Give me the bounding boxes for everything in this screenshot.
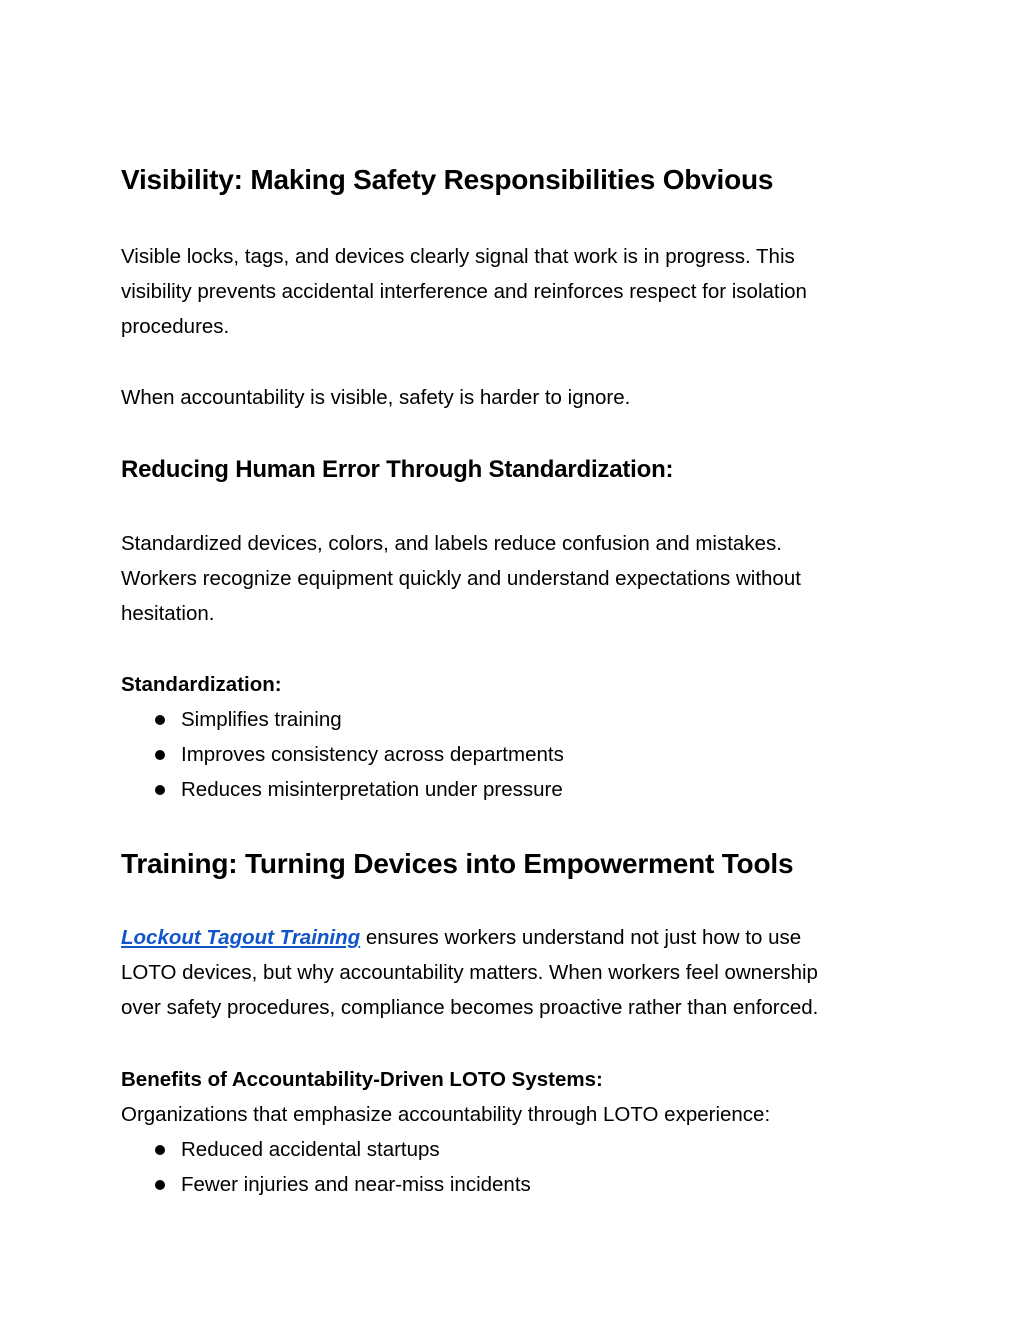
list-item xyxy=(121,737,564,772)
list-item xyxy=(121,772,564,807)
list-standardization xyxy=(121,702,564,807)
list-item xyxy=(121,1167,531,1202)
heading-reducing-error: Reducing Human Error Through Standardization: xyxy=(121,456,674,483)
list-item-text: Improves consistency across departments xyxy=(181,743,564,766)
bullet-icon xyxy=(155,1180,165,1190)
list-item-text: Reduced accidental startups xyxy=(181,1138,440,1161)
paragraph-line: procedures. xyxy=(121,315,230,338)
bullet-icon xyxy=(155,785,165,795)
list-item-text: Simplifies training xyxy=(181,708,342,731)
paragraph-standardized xyxy=(121,526,911,631)
paragraph-line xyxy=(121,920,911,955)
paragraph-line: Workers recognize equipment quickly and understand expectations without xyxy=(121,567,801,590)
paragraph-line: Organizations that emphasize accountability through LOTO experience: xyxy=(121,1103,771,1126)
list-item xyxy=(121,1132,531,1167)
paragraph-visibility xyxy=(121,239,911,344)
heading-visibility: Visibility: Making Safety Responsibilities Obvious xyxy=(121,164,774,195)
bullet-icon xyxy=(155,715,165,725)
paragraph-line: over safety procedures, compliance becomes proactive rather than enforced. xyxy=(121,996,819,1019)
list-benefits xyxy=(121,1132,531,1202)
heading-training: Training: Turning Devices into Empowerment Tools xyxy=(121,848,794,879)
paragraph-line: visibility prevents accidental interference and reinforces respect for isolation xyxy=(121,280,807,303)
list-item-text: Fewer injuries and near-miss incidents xyxy=(181,1173,531,1196)
paragraph-line: hesitation. xyxy=(121,602,215,625)
bullet-icon xyxy=(155,1145,165,1155)
bullet-icon xyxy=(155,750,165,760)
paragraph-benefits-intro xyxy=(121,1097,911,1132)
list-item xyxy=(121,702,564,737)
paragraph-line: LOTO devices, but why accountability matters. When workers feel ownership xyxy=(121,961,818,984)
paragraph-line: When accountability is visible, safety is harder to ignore. xyxy=(121,386,631,409)
list-item-text: Reduces misinterpretation under pressure xyxy=(181,778,563,801)
paragraph-training xyxy=(121,920,911,1025)
paragraph-line: Standardized devices, colors, and labels reduce confusion and mistakes. xyxy=(121,532,782,555)
lockout-tagout-training-link[interactable]: Lockout Tagout Training xyxy=(121,926,361,949)
paragraph-line-rest: ensures workers understand not just how to use xyxy=(360,926,802,949)
paragraph-accountability-visible xyxy=(121,380,911,415)
label-standardization: Standardization: xyxy=(121,673,282,696)
paragraph-line: Visible locks, tags, and devices clearly signal that work is in progress. This xyxy=(121,245,795,268)
label-benefits: Benefits of Accountability-Driven LOTO Systems: xyxy=(121,1068,603,1091)
